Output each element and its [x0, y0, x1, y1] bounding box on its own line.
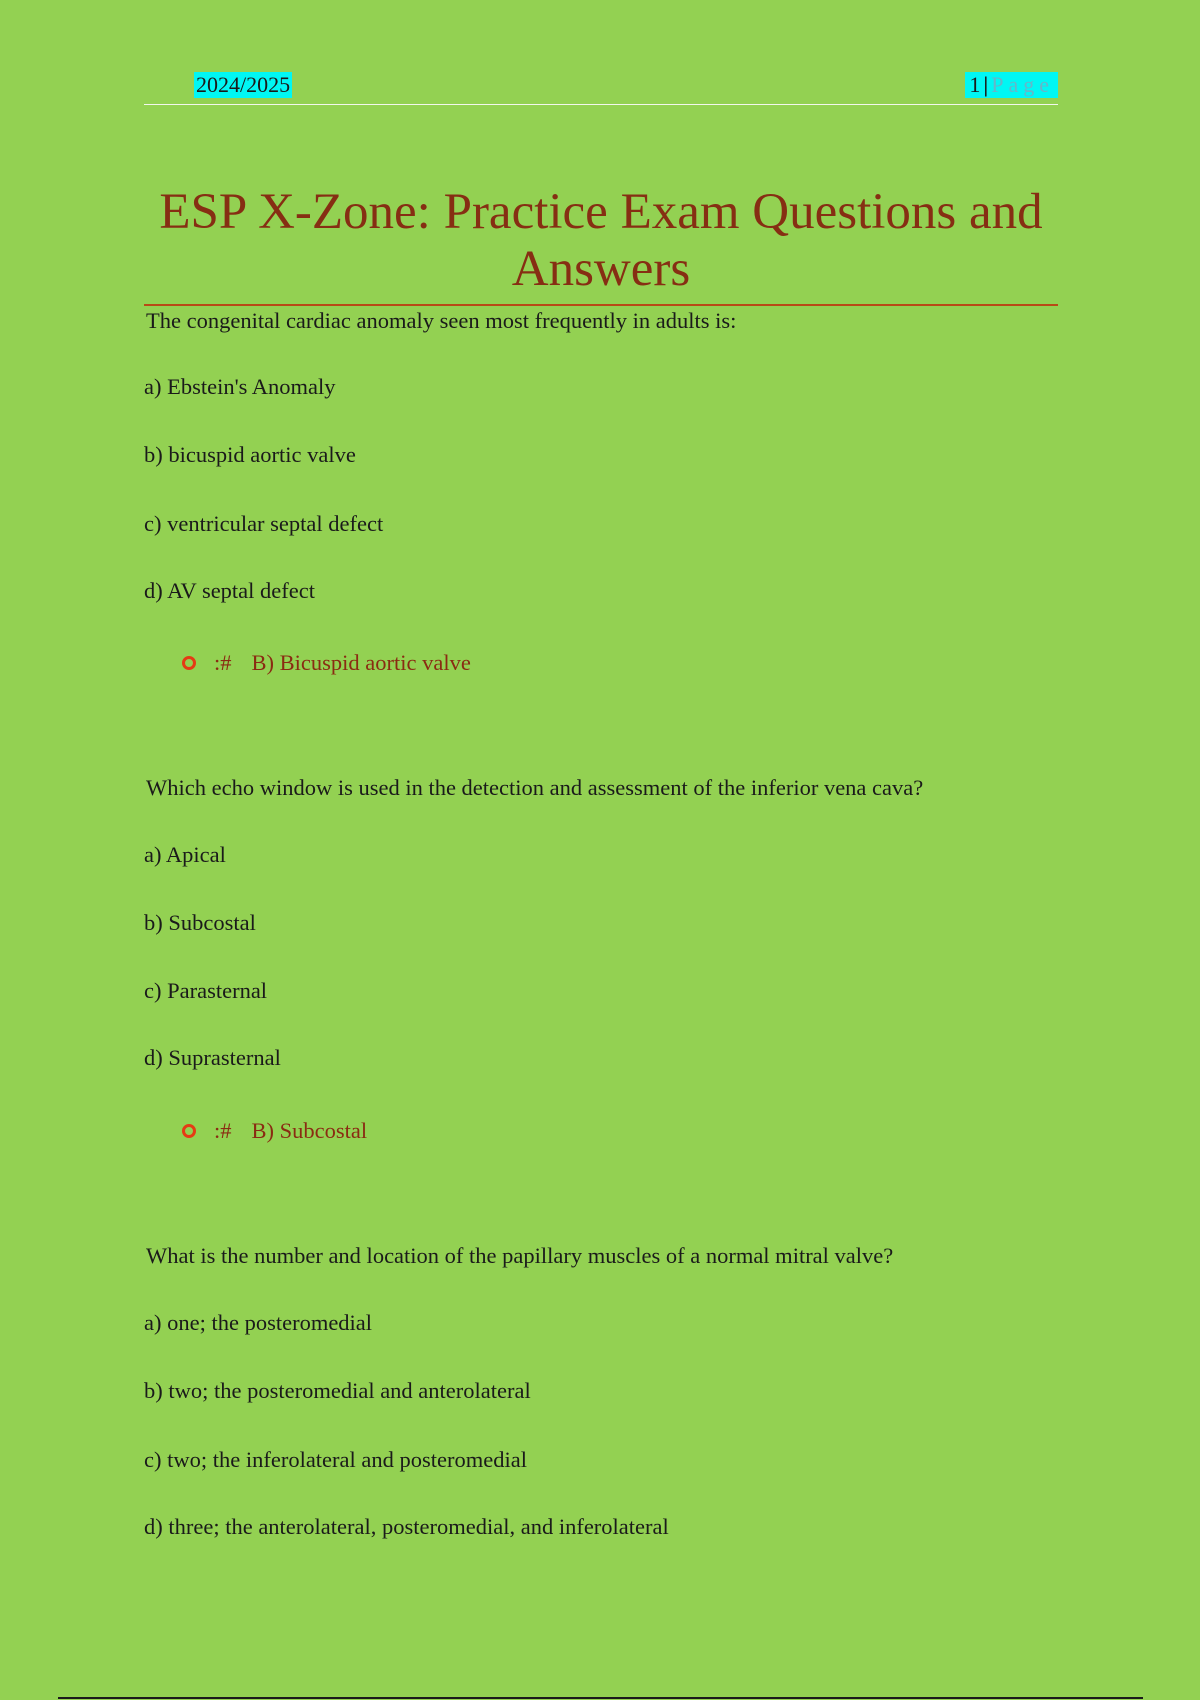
answer-marker: :# — [214, 650, 232, 675]
question-1-option-a: a) Ebstein's Anomaly — [144, 374, 336, 399]
document-title: ESP X-Zone: Practice Exam Questions and Answers — [144, 184, 1058, 306]
question-3-option-a: a) one; the posteromedial — [144, 1310, 373, 1335]
question-2-text: Which echo window is used in the detection and assessment of the inferior vena cava? — [146, 775, 924, 800]
question-2-option-d: d) Suprasternal — [144, 1045, 281, 1070]
bullet-circle-icon — [182, 656, 196, 670]
header-page-number — [965, 72, 1058, 98]
answer-text: B) Subcostal — [251, 1118, 368, 1143]
page-header — [144, 68, 1058, 105]
question-1-option-c: c) ventricular septal defect — [144, 511, 384, 536]
question-3-option-d: d) three; the anterolateral, posteromedial, and inferolateral — [144, 1514, 669, 1539]
question-3-option-c: c) two; the inferolateral and posteromedial — [144, 1447, 527, 1472]
question-1-text: The congenital cardiac anomaly seen most frequently in adults is: — [146, 308, 737, 333]
question-3-option-b: b) two; the posteromedial and anterolateral — [144, 1378, 531, 1403]
bullet-circle-icon — [182, 1124, 196, 1138]
question-2-option-b: b) Subcostal — [144, 910, 256, 935]
question-2-option-c: c) Parasternal — [144, 978, 268, 1003]
header-year: 2024/2025 — [196, 72, 291, 97]
question-1-answer — [182, 649, 471, 677]
question-2-option-a: a) Apical — [144, 842, 226, 867]
question-3-text: What is the number and location of the papillary muscles of a normal mitral valve? — [146, 1243, 894, 1268]
footer-divider — [58, 1697, 1143, 1699]
question-2-answer — [182, 1117, 367, 1145]
question-1-option-d: d) AV septal defect — [144, 578, 316, 603]
page-number-separator: | — [983, 72, 989, 97]
page-number-value: 1 — [969, 72, 981, 97]
question-1-option-b: b) bicuspid aortic valve — [144, 442, 356, 467]
answer-text: B) Bicuspid aortic valve — [251, 650, 471, 675]
page-label: Page — [991, 72, 1054, 97]
answer-marker: :# — [214, 1118, 232, 1143]
